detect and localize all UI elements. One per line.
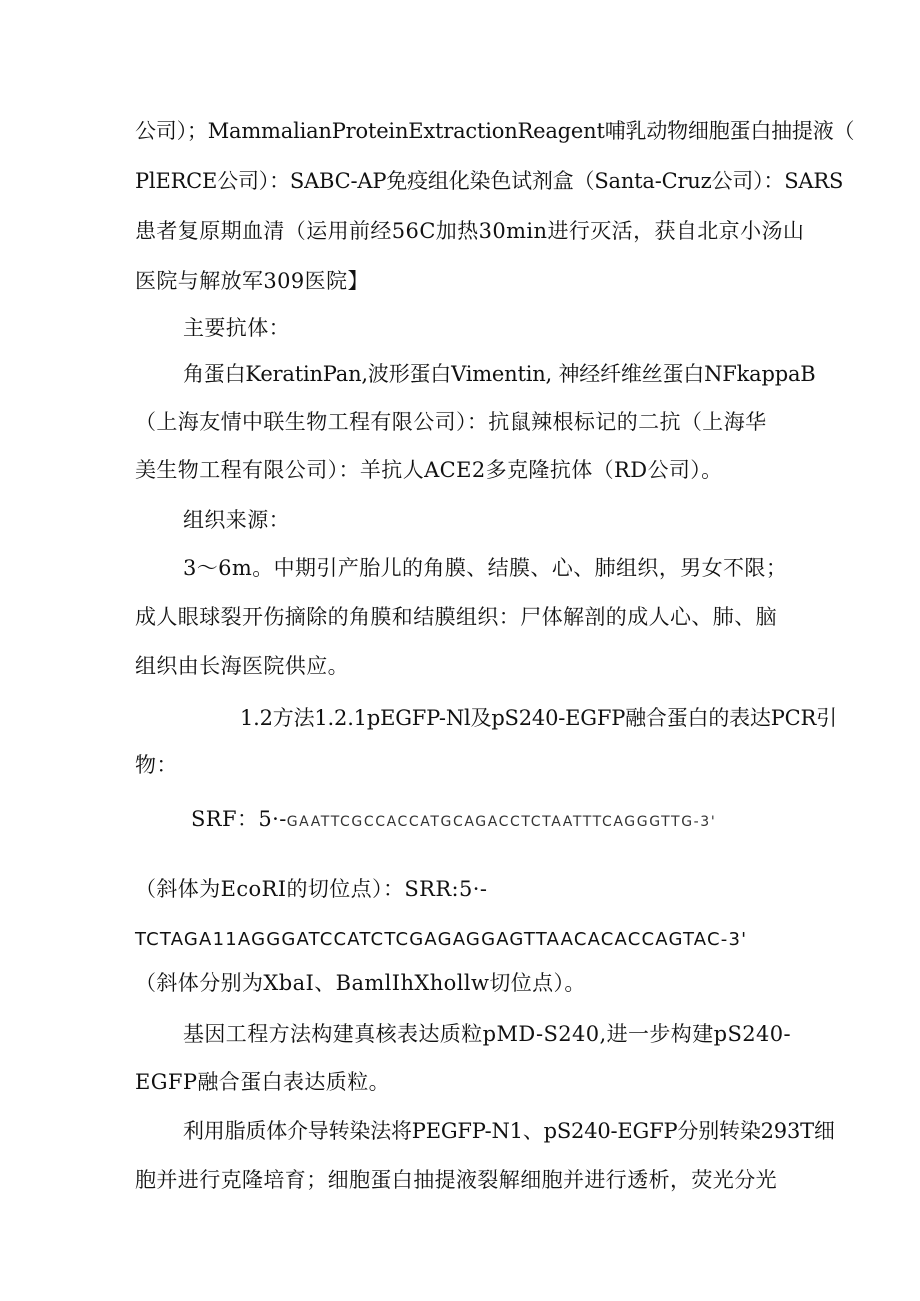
antibodies-line-1: 角蛋白KeratinPan,波形蛋白Vimentin, 神经纤维丝蛋白NFkappaB xyxy=(183,362,816,386)
tissue-heading: 组织来源： xyxy=(183,508,290,532)
antibodies-line-3: 美生物工程有限公司）：羊抗人ACE2多克隆抗体（RD公司）。 xyxy=(135,458,723,482)
primer-srf-sequence: GAATTCGCCACCATGCAGACCTCTAATTTCAGGGTTG-3' xyxy=(286,814,717,830)
tissue-line-2: 成人眼球裂开伤摘除的角膜和结膜组织：尸体解剖的成人心、肺、脑 xyxy=(135,605,777,629)
method-line-2: 物： xyxy=(135,753,178,777)
materials-line-1: 公司）；MammalianProteinExtractionReagent哺乳动物细胞蛋白抽提液（ xyxy=(135,119,855,143)
method-line-1: 1.2方法1.2.1pEGFP-Nl及pS240-EGFP融合蛋白的表达PCR引 xyxy=(240,706,837,730)
materials-line-2: PlERCE公司）：SABC-AP免疫组化染色试剂盒（Santa-Cruz公司）：SARS xyxy=(135,169,844,193)
materials-line-3: 患者复原期血清（运用前经56C加热30min进行灭活，获自北京小汤山 xyxy=(135,219,805,243)
plasmid-line-2: EGFP融合蛋白表达质粒。 xyxy=(135,1070,391,1094)
transfection-line-1: 利用脂质体介导转染法将PEGFP-N1、pS240-EGFP分别转染293T细 xyxy=(183,1119,835,1143)
tissue-line-3: 组织由长海医院供应。 xyxy=(135,654,349,678)
primer-srr-note: （斜体为EcoRI的切位点）：SRR:5·- xyxy=(135,877,488,901)
primer-srr-sites: （斜体分别为XbaI、BamlIhXhollw切位点）。 xyxy=(135,971,586,995)
plasmid-line-1: 基因工程方法构建真核表达质粒pMD-S240,进一步构建pS240- xyxy=(183,1022,792,1046)
transfection-line-2: 胞并进行克隆培育；细胞蛋白抽提液裂解细胞并进行透析，荧光分光 xyxy=(135,1168,777,1192)
antibody-heading: 主要抗体： xyxy=(183,316,290,340)
primer-srr-sequence: TCTAGA11AGGGATCCATCTCGAGAGGAGTTAACACACCAGTAC-3' xyxy=(135,929,748,950)
primer-srf xyxy=(191,804,716,837)
tissue-line-1: 3～6m。中期引产胎儿的角膜、结膜、心、肺组织，男女不限； xyxy=(183,556,788,580)
materials-line-4: 医院与解放军309医院】 xyxy=(135,269,369,293)
antibodies-line-2: （上海友情中联生物工程有限公司）：抗鼠辣根标记的二抗（上海华 xyxy=(135,410,767,434)
primer-srf-label: SRF：5·- xyxy=(191,807,287,831)
